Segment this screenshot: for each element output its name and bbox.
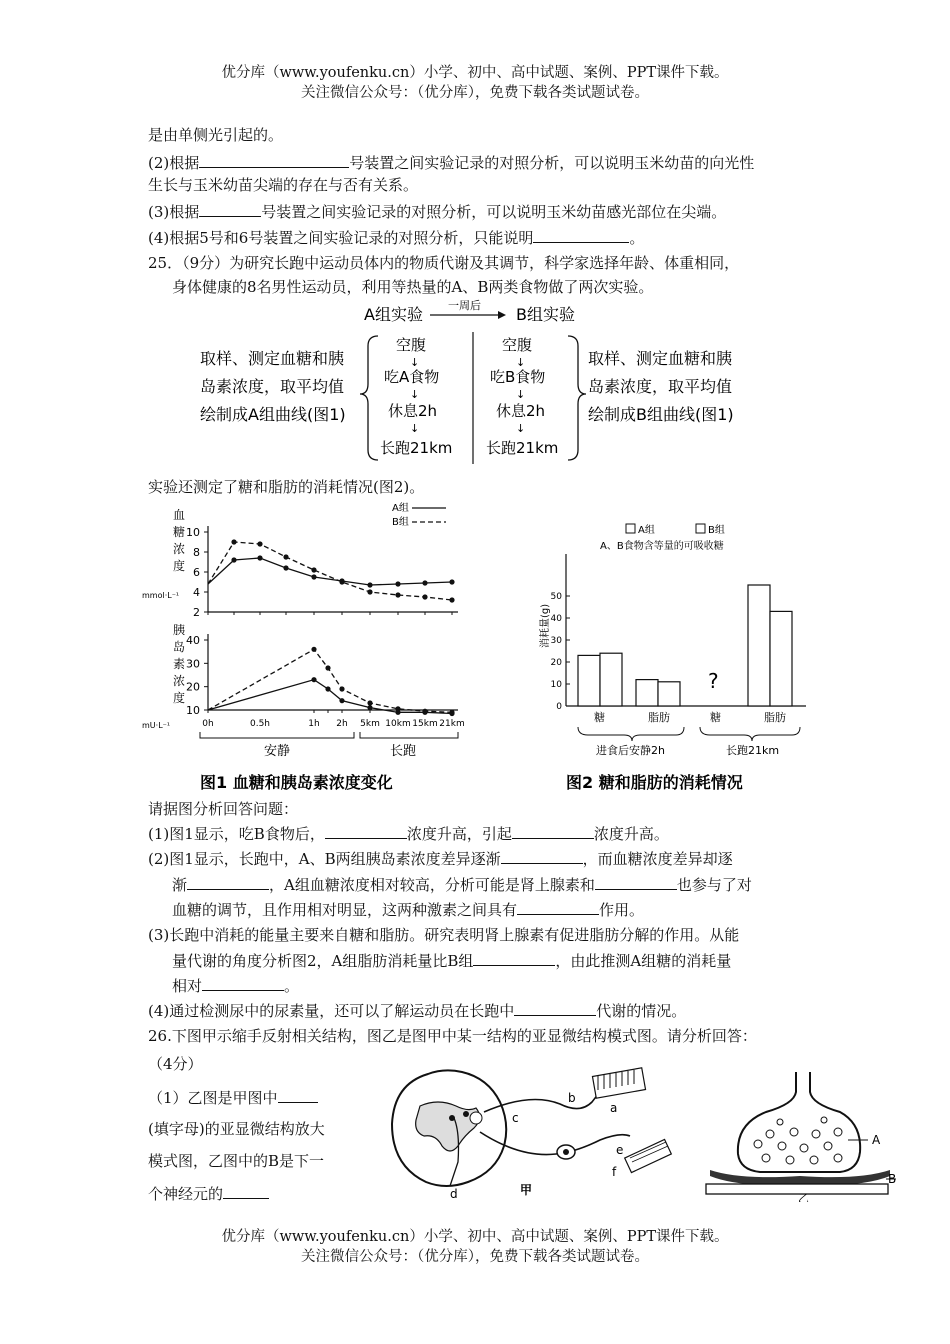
blank-q25-2a[interactable] <box>501 847 583 864</box>
q24-p4b: 。 <box>629 229 645 247</box>
q24-p2c: 生长与玉米幼苗尖端的存在与否有关系。 <box>148 176 419 194</box>
bar-a <box>578 655 600 706</box>
flow-b-arrow-2: ↓ <box>516 388 526 401</box>
series-line-b <box>208 542 452 600</box>
footer-line-1: 优分库（www.youfenku.cn）小学、初中、高中试题、案例、PPT课件下载。 <box>221 1229 729 1245</box>
effector-muscle <box>625 1139 672 1172</box>
fig2-bars <box>551 554 806 712</box>
flow-right-2: 岛素浓度，取平均值 <box>588 377 733 396</box>
fig2-y-tick-label: 50 <box>550 592 562 602</box>
flow-arrowhead <box>498 311 506 319</box>
experiment-flow-diagram <box>190 298 770 470</box>
flow-left-1: 取样、测定血糖和胰 <box>200 349 345 368</box>
series-line-a <box>208 680 452 714</box>
flow-b-arrow-1: ↓ <box>516 356 526 369</box>
q26-text-4 <box>148 1182 269 1205</box>
data-point <box>422 709 427 714</box>
x-tick-label: 10km <box>385 719 411 729</box>
bar-b <box>600 653 622 706</box>
data-point <box>257 541 262 546</box>
fig2-brace-run <box>700 727 800 741</box>
data-point <box>339 698 344 703</box>
glucose-unit: mmol·L⁻¹ <box>142 591 180 600</box>
q25-sub3-line3 <box>172 974 299 997</box>
x-tick-label: 15km <box>412 719 438 729</box>
q26-score: （4分） <box>148 1055 203 1073</box>
flow-a-step-1: 空腹 <box>396 336 427 354</box>
blank-q24-3[interactable] <box>199 200 261 217</box>
q25-sub4 <box>148 999 686 1022</box>
q25-sub1 <box>148 822 669 845</box>
data-point <box>231 539 236 544</box>
fig2-cat-1: 糖 <box>594 711 605 724</box>
data-point <box>422 594 427 599</box>
insulin-label-4: 浓 <box>173 674 186 688</box>
x-tick-label: 21km <box>439 719 465 729</box>
q25-s3a: (3)长跑中消耗的能量主要来自糖和脂肪。研究表明肾上腺素有促进脂肪分解的作用。从能 <box>148 926 740 944</box>
data-point <box>367 582 372 587</box>
label-A: A <box>872 1133 881 1147</box>
flow-arrow-label: 一周后 <box>448 299 481 312</box>
synapse-c-region <box>470 1112 482 1124</box>
flow-a-arrow-3: ↓ <box>410 422 420 435</box>
bar-a <box>636 680 658 706</box>
bar-b <box>770 611 792 706</box>
label-B: B <box>888 1172 897 1186</box>
fig1-legend-a: A组 <box>392 503 409 514</box>
bar-a <box>748 585 770 706</box>
glucose-plot <box>186 526 458 619</box>
data-point <box>395 581 400 586</box>
q26-t1a: （1）乙图是甲图中 <box>148 1089 278 1107</box>
flow-right-1: 取样、测定血糖和胰 <box>588 349 733 368</box>
fig2-group-2: 长跑21km <box>726 744 780 757</box>
fig2-legend-b-box <box>696 524 705 533</box>
y-tick-label: 8 <box>193 546 200 559</box>
y-tick-label: 10 <box>186 704 200 717</box>
q24-p3b: 号装置之间实验记录的对照分析，可以说明玉米幼苗感光部位在尖端。 <box>261 203 727 221</box>
phase-run: 长跑 <box>390 744 417 759</box>
data-point <box>449 579 454 584</box>
phase-rest: 安静 <box>264 744 291 759</box>
data-point <box>325 686 330 691</box>
flow-left-3: 绘制成A组曲线(图1) <box>200 405 346 424</box>
figure-2-consumption <box>520 518 820 800</box>
series-line-a <box>208 558 452 585</box>
blank-q25-1b[interactable] <box>512 822 594 839</box>
fig2-group-1: 进食后安静2h <box>596 744 665 757</box>
flow-a-step-2: 吃A食物 <box>384 368 440 386</box>
flow-left-brace <box>360 336 378 460</box>
data-point <box>367 705 372 710</box>
figure-jia-reflex-arc <box>380 1062 680 1202</box>
q25-intro-1: 25．（9分）为研究长跑中运动员体内的物质代谢及其调节，科学家选择年龄、体重相同， <box>148 254 740 272</box>
q24-part3 <box>148 200 726 223</box>
label-yi: 乙 <box>798 1192 809 1202</box>
fig2-y-tick-label: 10 <box>550 680 562 690</box>
data-point <box>283 565 288 570</box>
receptor-skin <box>592 1068 645 1098</box>
y-tick-label: 4 <box>193 586 200 599</box>
q25-s3b: 量代谢的角度分析图2，A组脂肪消耗量比B组 <box>172 952 474 970</box>
fig2-caption: 图2 糖和脂肪的消耗情况 <box>566 773 743 792</box>
q25-s2f: 血糖的调节，且作用相对明显，这两种激素之间具有 <box>172 901 518 919</box>
fig2-cat-2: 脂肪 <box>648 711 670 724</box>
q25-sub3-line2 <box>172 949 731 972</box>
fig1-legend-b: B组 <box>392 517 409 528</box>
q26-intro: 26.下图甲示缩手反射相关结构，图乙是图甲中某一结构的亚显微结构模式图。请分析回答： <box>148 1027 757 1045</box>
y-tick-label: 10 <box>186 526 200 539</box>
data-point <box>231 557 236 562</box>
fig1-caption: 图1 血糖和胰岛素浓度变化 <box>200 773 393 792</box>
q25-s2c: 渐 <box>172 876 188 894</box>
flow-right-3: 绘制成B组曲线(图1) <box>588 405 734 424</box>
fig2-brace-rest <box>578 727 684 741</box>
y-tick-label: 6 <box>193 566 200 579</box>
blank-q26-1[interactable] <box>278 1086 318 1103</box>
fig2-cat-4: 脂肪 <box>764 711 786 724</box>
data-point <box>367 700 372 705</box>
q25-sub2-line3 <box>172 898 644 921</box>
data-point <box>283 554 288 559</box>
flow-b-step-4: 长跑21km <box>486 439 559 457</box>
q24-part4 <box>148 226 644 249</box>
blank-q25-3b[interactable] <box>202 974 284 991</box>
flow-a-step-4: 长跑21km <box>380 439 453 457</box>
blank-q25-2c[interactable] <box>595 873 677 890</box>
fig2-legend-a-box <box>626 524 635 533</box>
x-tick-label: 5km <box>360 719 380 729</box>
blank-q24-4[interactable] <box>533 226 629 243</box>
q25-s2g: 作用。 <box>599 901 645 919</box>
data-point <box>311 574 316 579</box>
q26-text-2: (填字母)的亚显微结构放大 <box>148 1120 325 1138</box>
bar-b <box>658 682 680 706</box>
data-point <box>311 677 316 682</box>
blank-q25-1a[interactable] <box>325 822 407 839</box>
data-point <box>395 592 400 597</box>
insulin-label-5: 度 <box>173 691 186 705</box>
phase-run-bracket <box>360 732 458 738</box>
q25-fig-intro: 实验还测定了糖和脂肪的消耗情况(图2)。 <box>148 478 425 496</box>
q25-s1a: (1)图1显示，吃B食物后， <box>148 825 325 843</box>
flow-a-step-3: 休息2h <box>388 402 438 420</box>
y-tick-label: 20 <box>186 680 200 694</box>
blank-q26-2[interactable] <box>223 1182 269 1199</box>
fig2-y-tick-label: 0 <box>556 702 562 712</box>
blank-q25-2b[interactable] <box>187 873 269 890</box>
q24-p4a: (4)根据5号和6号装置之间实验记录的对照分析，只能说明 <box>148 229 534 247</box>
fig2-note: A、B食物含等量的可吸收糖 <box>600 541 724 552</box>
insulin-label-3: 素 <box>173 657 186 671</box>
flow-left-2: 岛素浓度，取平均值 <box>200 377 345 396</box>
insulin-unit: mU·L⁻¹ <box>142 721 171 730</box>
q24-part2 <box>148 151 754 174</box>
q25-s1c: 浓度升高。 <box>593 825 669 843</box>
q25-s3e: 。 <box>284 977 300 995</box>
q26-t4: 个神经元的 <box>148 1185 224 1203</box>
q25-s2b: ，而血糖浓度差异却逐 <box>582 850 733 868</box>
data-point <box>395 706 400 711</box>
flow-b-arrow-3: ↓ <box>516 422 526 435</box>
figure-1-glucose-insulin <box>140 500 480 800</box>
x-tick-label: 2h <box>336 719 348 729</box>
blank-q25-2d[interactable] <box>517 898 599 915</box>
series-line-b <box>208 649 452 712</box>
q24-line0: 是由单侧光引起的。 <box>148 126 284 144</box>
q25-intro-2: 身体健康的8名男性运动员，利用等热量的A、B两类食物做了两次实验。 <box>172 278 654 296</box>
fig2-y-tick-label: 30 <box>550 636 562 646</box>
q25-s2a: (2)图1显示，长跑中，A、B两组胰岛素浓度差异逐渐 <box>148 850 501 868</box>
fig2-legend-a: A组 <box>638 525 655 536</box>
flow-b-step-1: 空腹 <box>502 336 533 354</box>
data-point <box>311 647 316 652</box>
label-f: f <box>612 1165 617 1179</box>
q25-ask: 请据图分析回答问题： <box>148 800 299 818</box>
q25-s1b: 浓度升高，引起 <box>406 825 512 843</box>
y-tick-label: 2 <box>193 606 200 619</box>
data-point <box>257 555 262 560</box>
flow-b-title: B组实验 <box>516 305 575 324</box>
x-tick-label: 1h <box>308 719 320 729</box>
flow-b-step-2: 吃B食物 <box>490 368 546 386</box>
postsynaptic-membrane <box>706 1184 888 1194</box>
footer-line-2: 关注微信公众号：（优分库），免费下载各类试题试卷。 <box>301 1249 649 1265</box>
fig2-legend-b: B组 <box>708 525 725 536</box>
data-point <box>422 580 427 585</box>
glucose-label-2: 糖 <box>173 525 186 539</box>
blank-q24-2[interactable] <box>199 151 349 168</box>
flow-a-title: A组实验 <box>364 305 423 324</box>
flow-b-step-3: 休息2h <box>496 402 546 420</box>
blank-q25-4[interactable] <box>514 999 596 1016</box>
header-line-1: 优分库（www.youfenku.cn）小学、初中、高中试题、案例、PPT课件下载。 <box>221 65 729 81</box>
flow-right-brace <box>568 336 586 460</box>
data-point <box>311 567 316 572</box>
label-c: c <box>512 1111 519 1125</box>
data-point <box>339 579 344 584</box>
ganglion-dot <box>563 1149 569 1155</box>
x-tick-label: 0h <box>202 719 214 729</box>
q25-s2e: 也参与了对 <box>676 876 752 894</box>
q24-p2b: 号装置之间实验记录的对照分析，可以说明玉米幼苗的向光性 <box>349 154 755 172</box>
q25-s3c: ，由此推测A组糖的消耗量 <box>555 952 732 970</box>
fig2-cat-3: 糖 <box>710 711 721 724</box>
label-a: a <box>610 1101 618 1115</box>
data-point <box>449 710 454 715</box>
y-tick-label: 40 <box>186 634 200 647</box>
neuron-dot-2 <box>463 1111 469 1117</box>
fig2-y-tick-label: 20 <box>550 658 562 668</box>
flow-a-arrow-1: ↓ <box>410 356 420 369</box>
figure-yi-synapse <box>700 1062 910 1202</box>
insulin-label-2: 岛 <box>173 640 186 654</box>
x-tick-label: 0.5h <box>249 719 271 729</box>
q25-s3d: 相对 <box>172 977 203 995</box>
glucose-label-3: 浓 <box>173 542 186 556</box>
blank-q25-3a[interactable] <box>473 949 555 966</box>
q26-text-3: 模式图，乙图中的B是下一 <box>148 1152 325 1170</box>
data-point <box>449 597 454 602</box>
label-jia: 甲 <box>520 1183 533 1197</box>
data-point <box>339 686 344 691</box>
y-tick-label: 30 <box>186 657 200 671</box>
q24-p3a: (3)根据 <box>148 203 200 221</box>
q25-s4a: (4)通过检测尿中的尿素量，还可以了解运动员在长跑中 <box>148 1002 515 1020</box>
glucose-label-1: 血 <box>173 508 186 522</box>
label-d: d <box>450 1187 458 1201</box>
q25-sub2-line2 <box>172 873 752 896</box>
q24-p2a: (2)根据 <box>148 154 200 172</box>
header-line-2: 关注微信公众号：（优分库），免费下载各类试题试卷。 <box>301 85 649 101</box>
flow-a-arrow-2: ↓ <box>410 388 420 401</box>
q25-s4b: 代谢的情况。 <box>596 1002 687 1020</box>
insulin-label-1: 胰 <box>173 623 186 637</box>
insulin-plot <box>186 634 465 738</box>
label-e: e <box>616 1143 624 1157</box>
q25-s2d: ，A组血糖浓度相对较高，分析可能是肾上腺素和 <box>269 876 595 894</box>
fig2-ylabel: 消耗量(g) <box>540 603 551 648</box>
q25-sub2-line1 <box>148 847 733 870</box>
glucose-label-4: 度 <box>173 559 186 573</box>
fig2-y-tick-label: 40 <box>550 614 562 624</box>
label-b: b <box>568 1091 576 1105</box>
data-point <box>325 665 330 670</box>
data-point <box>367 589 372 594</box>
fig2-question-mark: ? <box>708 669 719 693</box>
q26-text-1 <box>148 1086 318 1109</box>
phase-rest-bracket <box>200 732 354 738</box>
